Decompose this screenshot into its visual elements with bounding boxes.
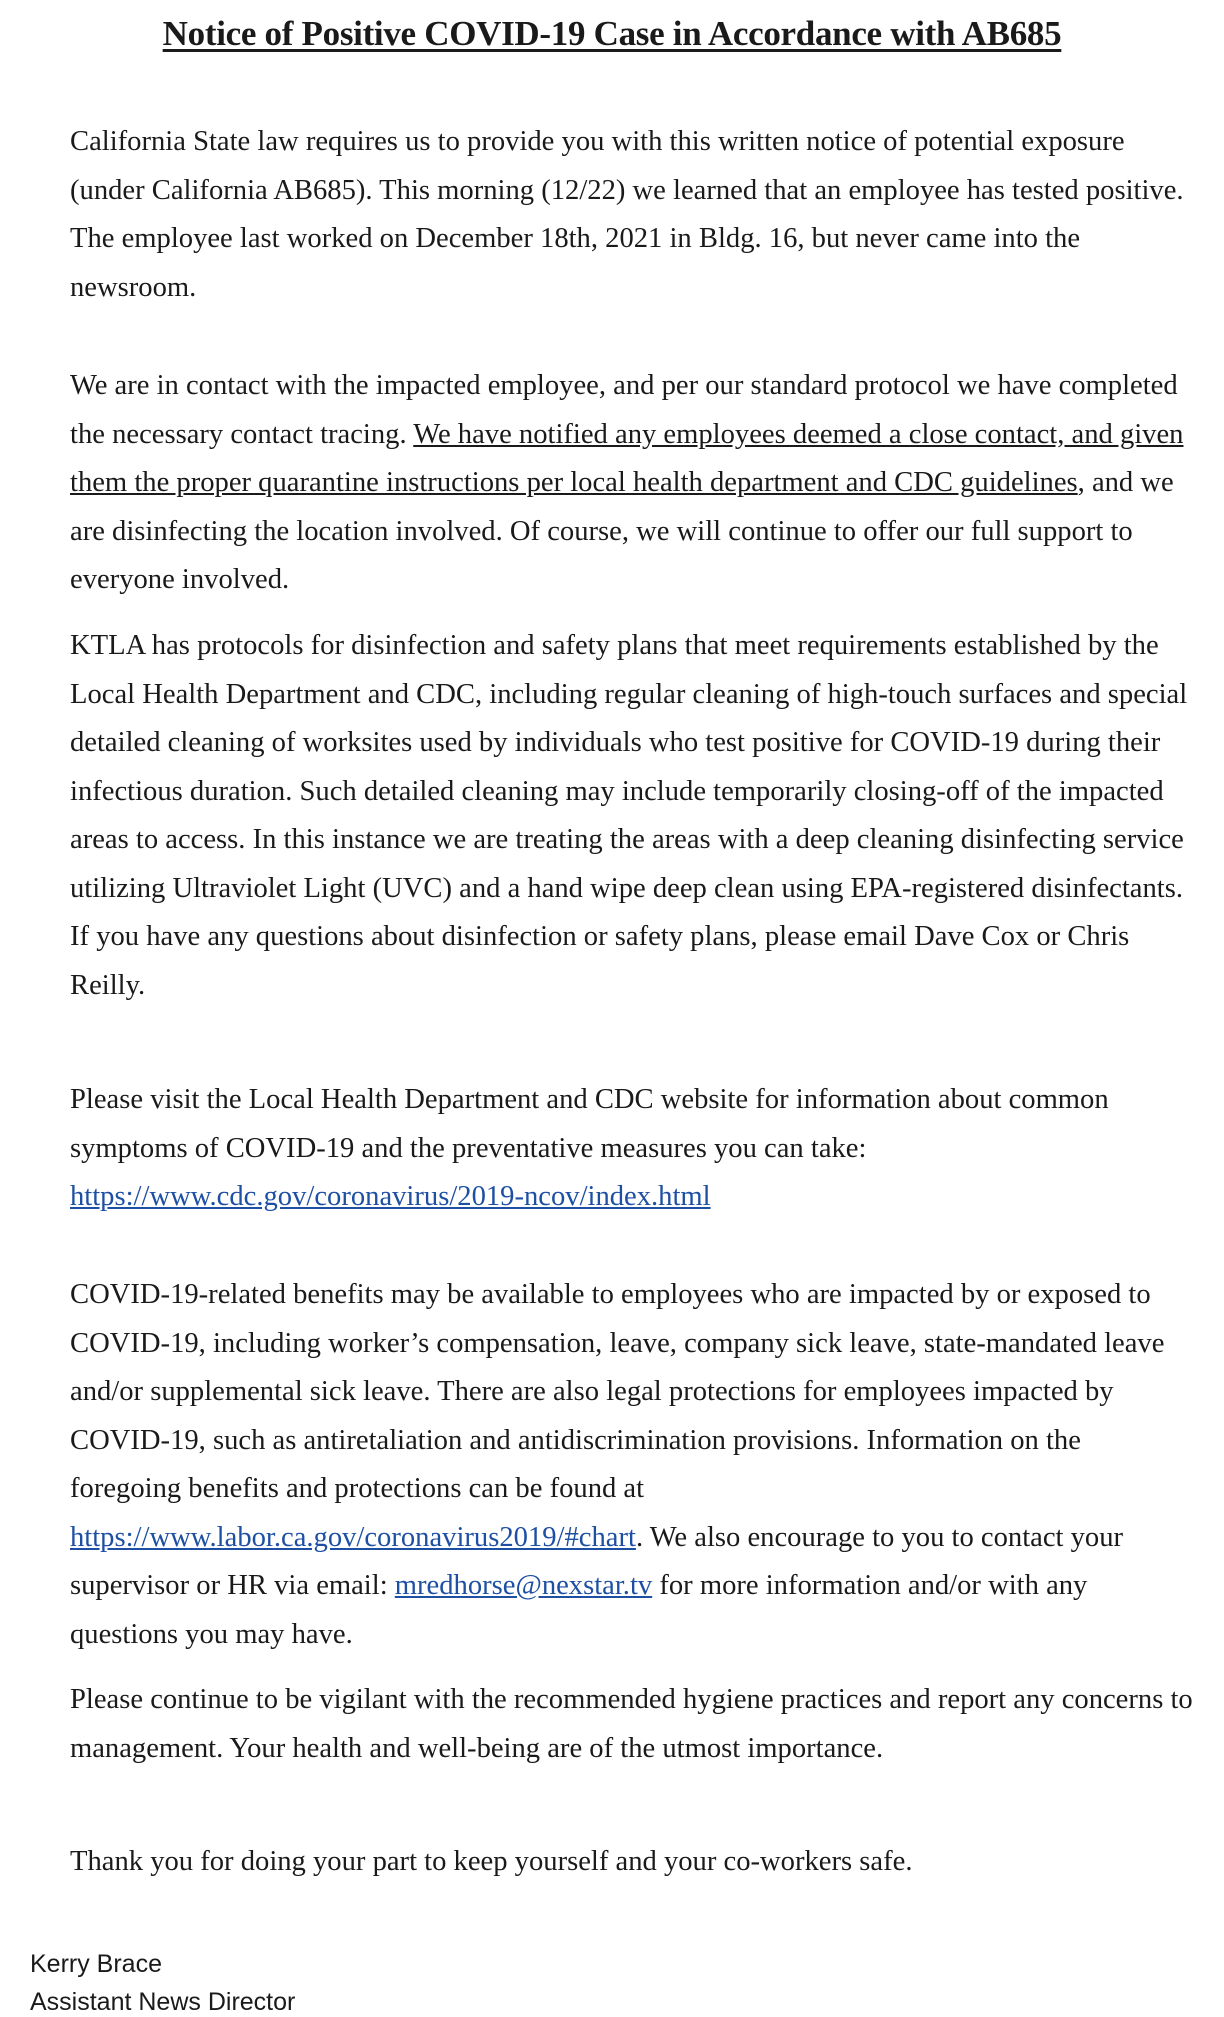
text: . We also encourage to you to contact your supervisor or HR via email: — [70, 1521, 1124, 1601]
text: We are in contact with the impacted employee, and per our standard protocol we have completed the necessary contact tracing. — [70, 370, 1178, 450]
signature-role: Assistant News Director — [30, 1988, 296, 2016]
paragraph-notice: California State law requires us to provide you with this written notice of potential exposure (under California AB685). This morning (12/22) we learned that an employee has tested positive. The employee last worked on December 18th, 2021 in Bldg. 16, but never came into the newsroom. — [70, 126, 1184, 303]
labor-link[interactable]: https://www.labor.ca.gov/coronavirus2019/#chart — [70, 1521, 636, 1553]
paragraph-hygiene: Please continue to be vigilant with the recommended hygiene practices and report any concerns to management. Your health and well-being are of the utmost importance. — [70, 1684, 1193, 1764]
text: , and we are disinfecting the location involved. Of course, we will continue to offer our full support to everyone involved. — [70, 467, 1174, 595]
cdc-link[interactable]: https://www.cdc.gov/coronavirus/2019-ncov/index.html — [70, 1181, 711, 1212]
text: COVID-19-related benefits may be available to employees who are impacted by or exposed to COVID-19, including worker’s compensation, leave, company sick leave, state-mandated leave and/or supplemental sick leave. There are also legal protections for employees impacted by COVID-19, such as antiretaliation and antidiscrimination provisions. Information on the foregoing benefits and protections can be found at — [70, 1279, 1165, 1504]
paragraph-contact-tracing — [70, 362, 1195, 605]
signature-name: Kerry Brace — [30, 1950, 162, 1978]
underlined-text: We have notified any employees deemed a close contact, and given them the proper quarantine instructions per local health department and CDC guidelines — [70, 418, 1184, 498]
paragraph-disinfection: KTLA has protocols for disinfection and safety plans that meet requirements established by the Local Health Department and CDC, including regular cleaning of high-touch surfaces and special detailed cleaning of worksites used by individuals who test positive for COVID-19 during their infectious duration. Such detailed cleaning may include temporarily closing-off of the impacted areas to access. In this instance we are treating the areas with a deep cleaning disinfecting service utilizing Ultraviolet Light (UVC) and a hand wipe deep clean using EPA-registered disinfectants. If you have any questions about disinfection or safety plans, please email Dave Cox or Chris Reilly. — [70, 630, 1188, 1001]
paragraph-thanks: Thank you for doing your part to keep yourself and your co-workers safe. — [70, 1846, 913, 1877]
paragraph-cdc — [70, 1076, 1195, 1222]
hr-email-link[interactable]: mredhorse@nexstar.tv — [394, 1570, 653, 1601]
text: Please visit the Local Health Department and CDC website for information about common symptoms of COVID-19 and the preventative measures you can take: — [70, 1084, 1109, 1164]
text: for more information and/or with any questions you may have. — [70, 1570, 1088, 1650]
notice-title: Notice of Positive COVID-19 Case in Accordance with AB685 — [162, 14, 1062, 53]
paragraph-benefits — [70, 1271, 1195, 1659]
